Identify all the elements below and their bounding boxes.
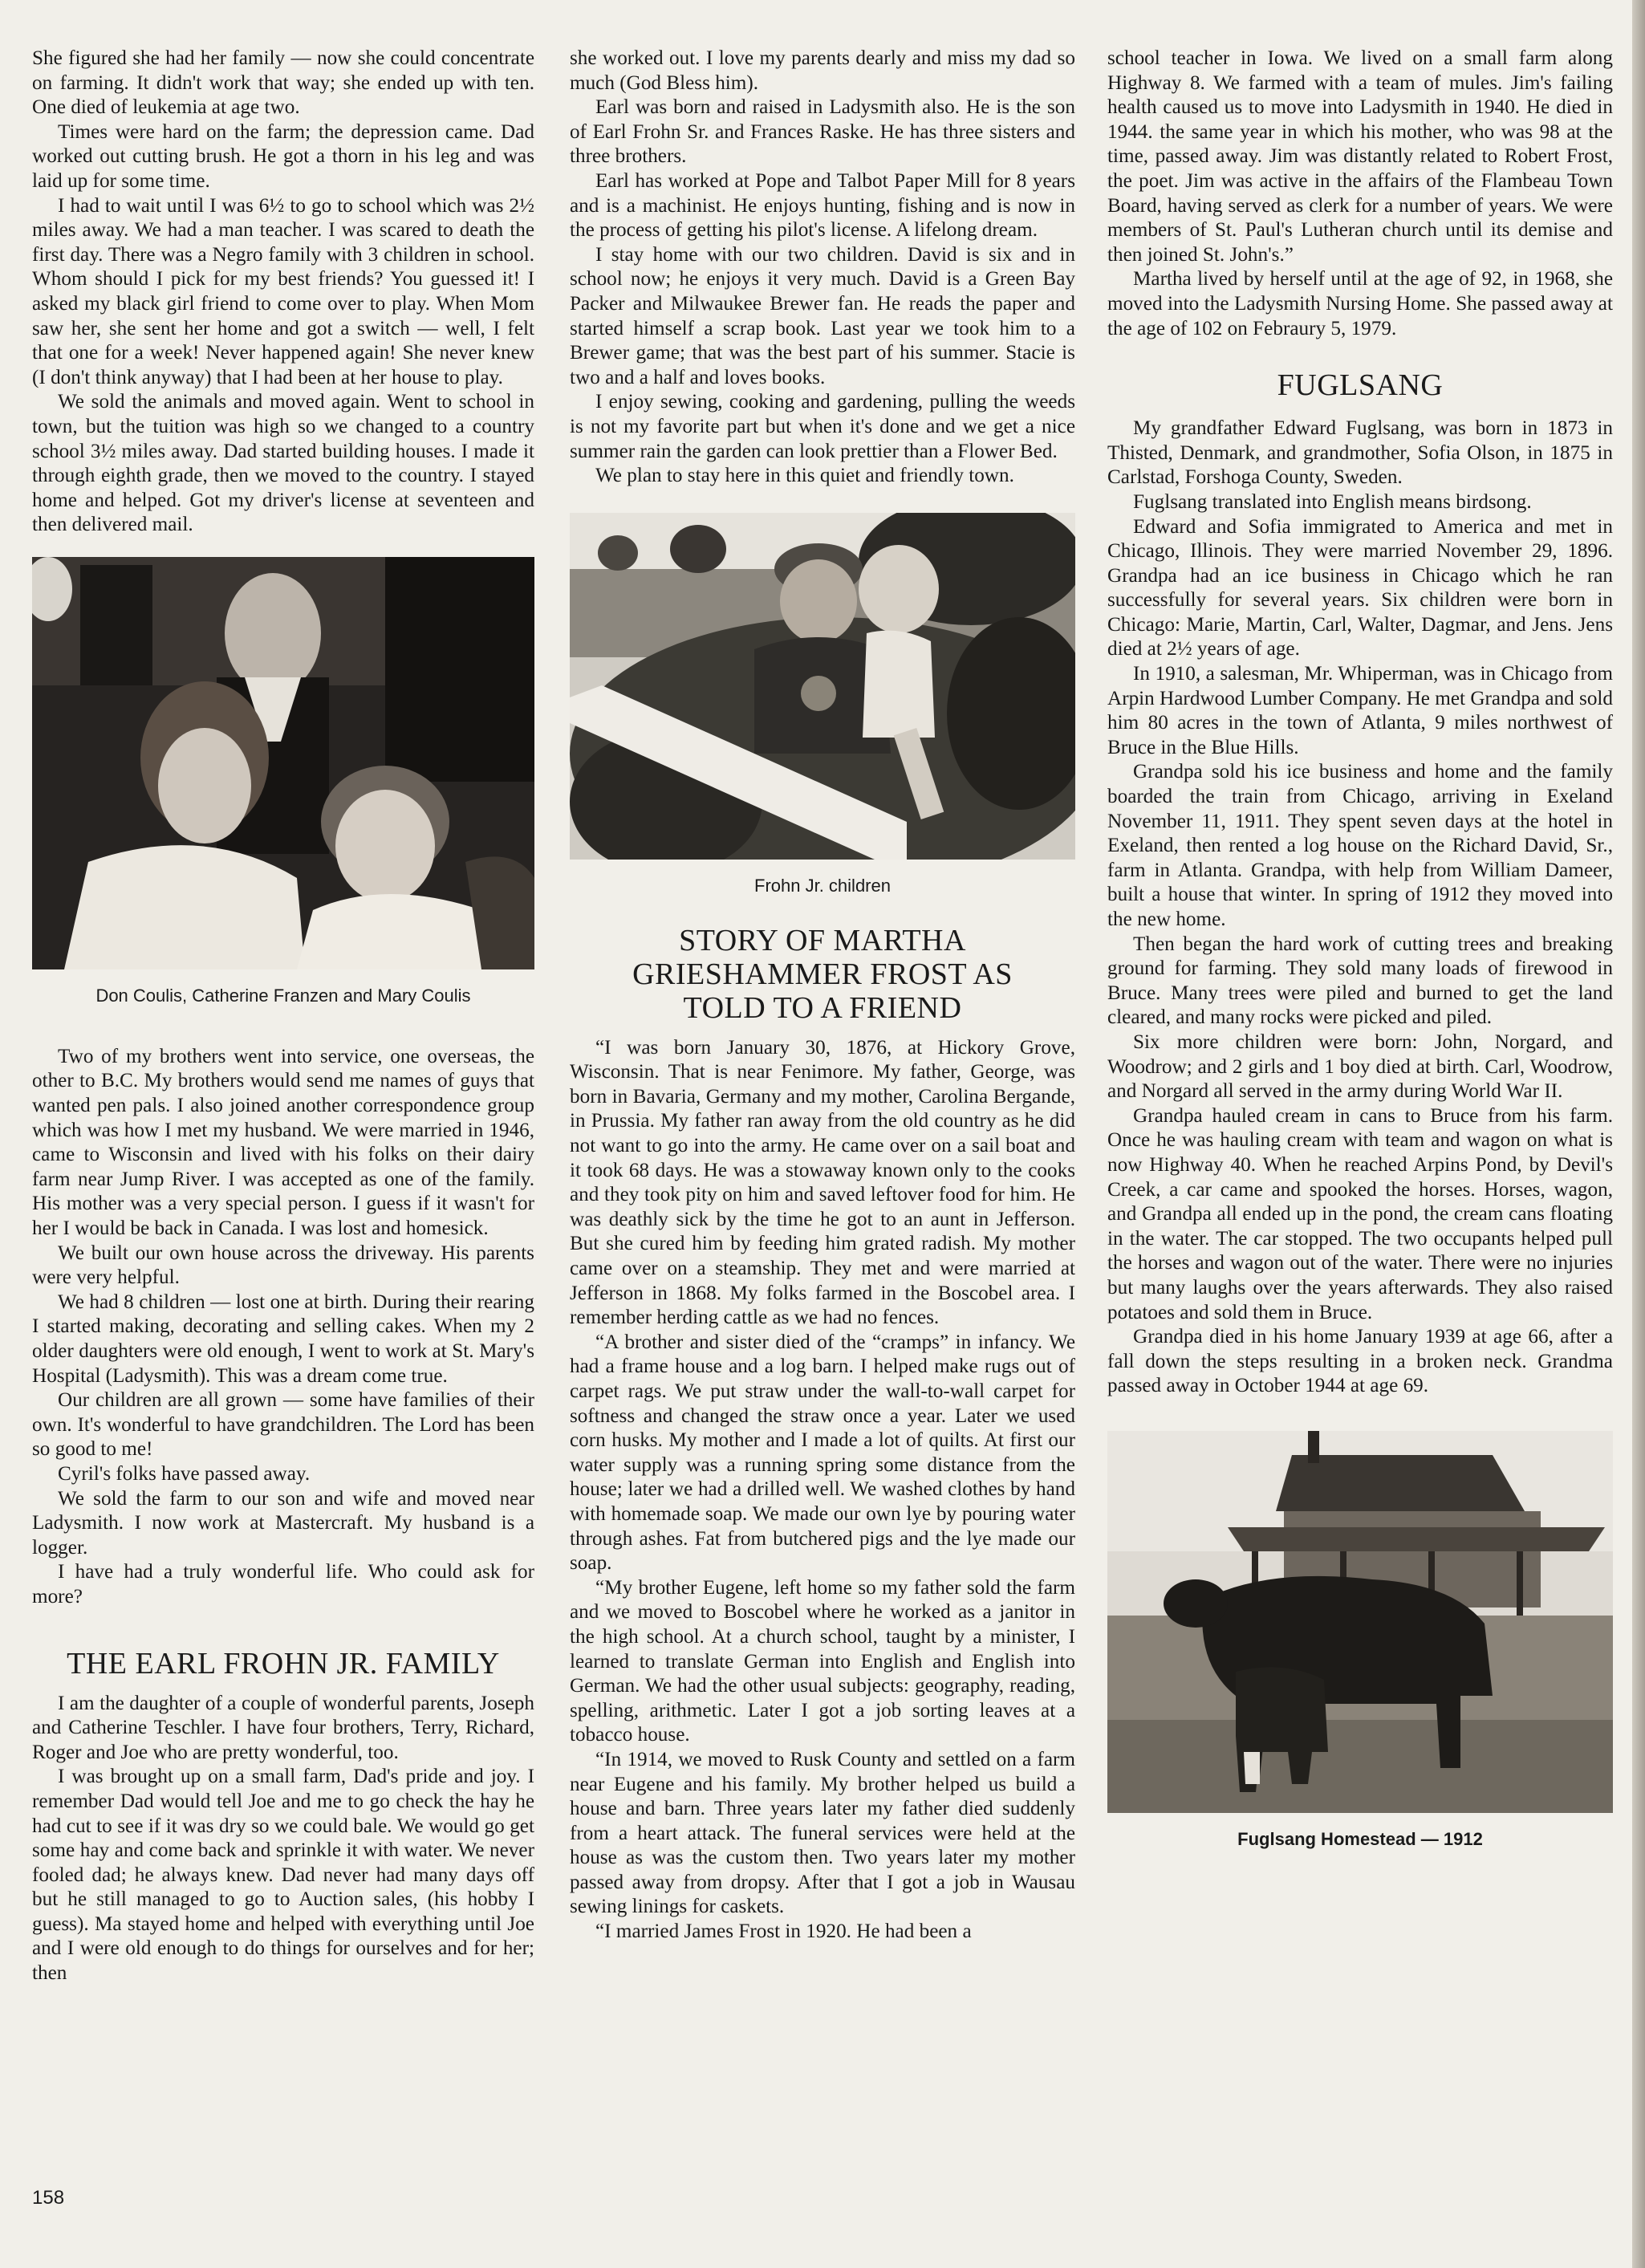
earl-frohn-article	[32, 1647, 534, 1986]
paragraph: “I was born January 30, 1876, at Hickory Grove, Wisconsin. That is near Fenimore. My father, George, was born in Bavaria, Germany and my mother, Carolina Bergande, in Prussia. My father ran away from the old country as he did not want to go into the army. He came over on a sail boat and it took 68 days. He was a stowaway known only to the cooks and they took pity on him and saved leftover food for him. He was deathly sick by the time he got to an aunt in Jefferson. But she cured him by feeding him grated radish. My mother came over on a steamship. They met and were married at Jefferson in 1868. My folks farmed in the Boscobel area. I remember herding cattle as we had no fences.	[570, 1036, 1075, 1329]
frohn-children-photo-figure	[570, 513, 1075, 896]
martha-frost-article-continued	[1107, 47, 1613, 341]
photo-caption: Frohn Jr. children	[754, 875, 891, 896]
paragraph: We built our own house across the driveway. His parents were very helpful.	[32, 1242, 534, 1289]
article-continued	[32, 47, 534, 538]
paragraph: Martha lived by herself until at the age of 92, in 1968, she moved into the Ladysmith Nursing Home. She passed away at the age of 102 on Febraury 5, 1979.	[1107, 268, 1613, 339]
paragraph: My grandfather Edward Fuglsang, was born in 1873 in Thisted, Denmark, and grandmother, Sofia Olson, in 1875 in Carlstad, Forshoga County, Sweden.	[1107, 417, 1613, 489]
paragraph: Then began the hard work of cutting trees and breaking ground for farming. They sold many loads of firewood in Bruce. Many trees were piled and burned to get the land cleared, and many rocks were picked and piled.	[1107, 933, 1613, 1029]
article-heading: STORY OF MARTHA GRIESHAMMER FROST AS TOLD TO A FRIEND	[632, 923, 1013, 1025]
paragraph: Earl was born and raised in Ladysmith also. He is the son of Earl Frohn Sr. and Frances Raske. He has three sisters and three brothers.	[570, 96, 1075, 168]
column-1	[32, 47, 534, 1986]
paragraph: “I married James Frost in 1920. He had been a	[595, 1920, 972, 1943]
paragraph: I am the daughter of a couple of wonderful parents, Joseph and Catherine Teschler. I have four brothers, Terry, Richard, Roger and Joe who are pretty wonderful, too.	[32, 1692, 534, 1763]
frohn-children-photo	[570, 513, 1075, 860]
paragraph: Six more children were born: John, Norgard, and Woodrow; and 2 girls and 1 boy died at birth. Carl, Woodrow, and Norgard all served in the army during World War II.	[1107, 1030, 1613, 1103]
paragraph: Times were hard on the farm; the depression came. Dad worked out cutting brush. He got a thorn in his leg and was laid up for some time.	[32, 120, 534, 192]
column-2	[570, 47, 1075, 1945]
paragraph: Fuglsang translated into English means birdsong.	[1133, 490, 1532, 513]
paragraph: In 1910, a salesman, Mr. Whiperman, was in Chicago from Arpin Hardwood Lumber Company. He met Grandpa and sold him 80 acres in the town of Atlanta, 9 miles northwest of Bruce in the Blue Hills.	[1107, 663, 1614, 758]
column-3	[1107, 47, 1613, 1850]
paragraph: Cyril's folks have passed away.	[58, 1462, 311, 1485]
paragraph: We sold the farm to our son and wife and moved near Ladysmith. I now work at Mastercraft. My husband is a logger.	[32, 1487, 534, 1559]
paragraph: Our children are all grown — some have families of their own. It's wonderful to have grandchildren. The Lord has been so good to me!	[32, 1389, 534, 1461]
paragraph: I stay home with our two children. David is six and in school now; he enjoys it very much. David is a Green Bay Packer and Milwaukee Brewer fan. He reads the paper and started himself a scrap book. Last year we took him to a Brewer game; that was the best part of his summer. Stacie is two and a half and loves books.	[570, 243, 1075, 388]
paragraph: I enjoy sewing, cooking and gardening, pulling the weeds is not my favorite part but when it's done and we get a nice summer rain the garden can look prettier than a Flower Bed.	[570, 391, 1075, 462]
paragraph: she worked out. I love my parents dearly and miss my dad so much (God Bless him).	[570, 47, 1075, 94]
photo-image	[570, 513, 1075, 860]
paragraph: Grandpa died in his home January 1939 at age 66, after a fall down the steps resulting in a broken neck. Grandma passed away in October 1944 at age 69.	[1107, 1326, 1613, 1397]
earl-frohn-article-continued	[570, 47, 1075, 489]
page-number: 158	[32, 2187, 65, 2209]
paragraph: I had to wait until I was 6½ to go to school which was 2½ miles away. We had a man teacher. I was scared to death the first day. There was a Negro family with 3 children in school. Whom should I pick for my best friends? You guessed it! I asked my black girl friend to come over to play. When Mom saw her, she sent her home and got a switch — well, I felt that one for a week! Never happened again! She never knew (I don't think anyway) that I had been at her house to play.	[32, 194, 534, 388]
photo-image	[32, 557, 534, 969]
paragraph: school teacher in Iowa. We lived on a small farm along Highway 8. We farmed with a team of mules. Jim's failing health caused us to move into Ladysmith in 1940. He died in 1944. the same year in which his mother, who was 98 at the time, passed away. Jim was distantly related to Robert Frost, the poet. Jim was active in the affairs of the Flambeau Town Board, having served as clerk for a number of years. We were members of St. Paul's Lutheran church until its demise and then joined St. John's.”	[1107, 47, 1613, 266]
paragraph: Grandpa hauled cream in cans to Bruce from his farm. Once he was hauling cream with team and wagon on what is now Highway 40. When he reached Arpins Pond, by Devil's Creek, a car came and spooked the horses. Horses, wagon, and Grandpa all ended up in the pond, the cream cans floating in the water. The car stopped. The two occupants helped pull the horses and wagon out of the water. There were no injuries but many laughs over the years afterwards. They also raised potatoes and sold them in Bruce.	[1107, 1104, 1613, 1323]
paragraph: We had 8 children — lost one at birth. During their rearing I started making, decorating and selling cakes. When my 2 older daughters were old enough, I went to work at St. Mary's Hospital (Ladysmith). This was a dream come true.	[32, 1290, 534, 1387]
martha-frost-article	[570, 924, 1075, 1945]
fuglsang-homestead-photo-figure	[1107, 1431, 1613, 1850]
fuglsang-article	[1107, 368, 1613, 1399]
photo-caption: Fuglsang Homestead — 1912	[1237, 1828, 1483, 1849]
article-heading: FUGLSANG	[1277, 368, 1444, 403]
paragraph: Two of my brothers went into service, one overseas, the other to B.C. My brothers would send me names of guys that wanted pen pals. I also joined another correspondence group which was how I met my husband. We were married in 1946, came to Wisconsin and lived with his folks on their dairy farm near Jump River. I was accepted as one of the family. His mother was a very special person. I guess if it wasn't for her I would be back in Canada. I was lost and homesick.	[32, 1045, 534, 1240]
paragraph: Edward and Sofia immigrated to America and met in Chicago, Illinois. They were married November 29, 1896. Grandpa had an ice business in Chicago which he ran successfully for several years. Six children were born in Chicago: Marie, Martin, Carl, Walter, Dagmar, and Jens. Jens died at 2½ years of age.	[1107, 515, 1613, 660]
photo-caption: Don Coulis, Catherine Franzen and Mary Coulis	[95, 985, 471, 1006]
fuglsang-homestead-photo	[1107, 1431, 1613, 1813]
paragraph: “In 1914, we moved to Rusk County and settled on a farm near Eugene and his family. My brother helped us build a house and barn. Three years later my father died suddenly from a heart attack. The funeral services were held at the house as was the custom then. Two years later my mother passed away from dropsy. After that I got a job in Wausau sewing linings for caskets.	[570, 1748, 1075, 1918]
paragraph: She figured she had her family — now she could concentrate on farming. It didn't work that way; she ended up with ten. One died of leukemia at age two.	[32, 47, 534, 119]
photo-image	[1107, 1431, 1613, 1813]
paragraph: I have had a truly wonderful life. Who could ask for more?	[32, 1561, 534, 1608]
paragraph: Earl has worked at Pope and Talbot Paper Mill for 8 years and is a machinist. He enjoys hunting, fishing and is now in the process of getting his pilot's license. A lifelong dream.	[570, 169, 1075, 242]
paragraph: We sold the animals and moved again. Went to school in town, but the tuition was high so we changed to a country school 3½ miles away. Dad started building houses. I made it through eighth grade, then we moved to the country. I stayed home and helped. Got my driver's license at seventeen and then delivered mail.	[32, 391, 534, 536]
article-heading: THE EARL FROHN JR. FAMILY	[67, 1646, 500, 1681]
coulis-franzen-photo	[32, 557, 534, 969]
article-continued-2	[32, 1045, 534, 1610]
paragraph: “My brother Eugene, left home so my father sold the farm and we moved to Boscobel where he worked as a janitor in the high school. At a church school, taught by a minister, I learned to translate German into English and English into German. We had the other usual subjects: geography, reading, spelling, arithmetic. Later I got a job sorting leaves at a tobacco house.	[570, 1576, 1075, 1746]
paragraph: I was brought up on a small farm, Dad's pride and joy. I remember Dad would tell Joe and me to go check the hay he had cut to see if it was dry so we could bale. We would go get some hay and come back and sprinkle it with water. We never fooled dad; he always knew. Dad never had many days off but he still managed to go to Auction sales, (his hobby I guess). Ma stayed home and helped with everything until Joe and I were old enough to do things for ourselves and for her; then	[32, 1766, 534, 1985]
paragraph: We plan to stay here in this quiet and friendly town.	[595, 465, 1014, 487]
paragraph: Grandpa sold his ice business and home and the family boarded the train from Chicago, arriving in Exeland November 11, 1911. They spent seven days at the hotel in Exeland, then rented a log house on the Richard David, Sr., farm in Atlanta. Grandpa, with help from William Dameer, built a house that winter. In spring of 1912 they moved into the new home.	[1107, 761, 1613, 930]
paragraph: “A brother and sister died of the “cramps” in infancy. We had a frame house and a log barn. I helped make rugs out of carpet rags. We put straw under the wall-to-wall carpet for softness and changed the straw once a year. Later we used corn husks. My mother and I made a lot of quilts. At first our water supply was a running spring some distance from the house; later we had a drilled well. We washed clothes by hand with homemade soap. We made our own lye by pouring water through ashes. Fat from butchered pigs and the lye made our soap.	[570, 1331, 1075, 1575]
coulis-franzen-photo-figure	[32, 557, 534, 1006]
page-edge-shadow	[1632, 0, 1645, 2268]
